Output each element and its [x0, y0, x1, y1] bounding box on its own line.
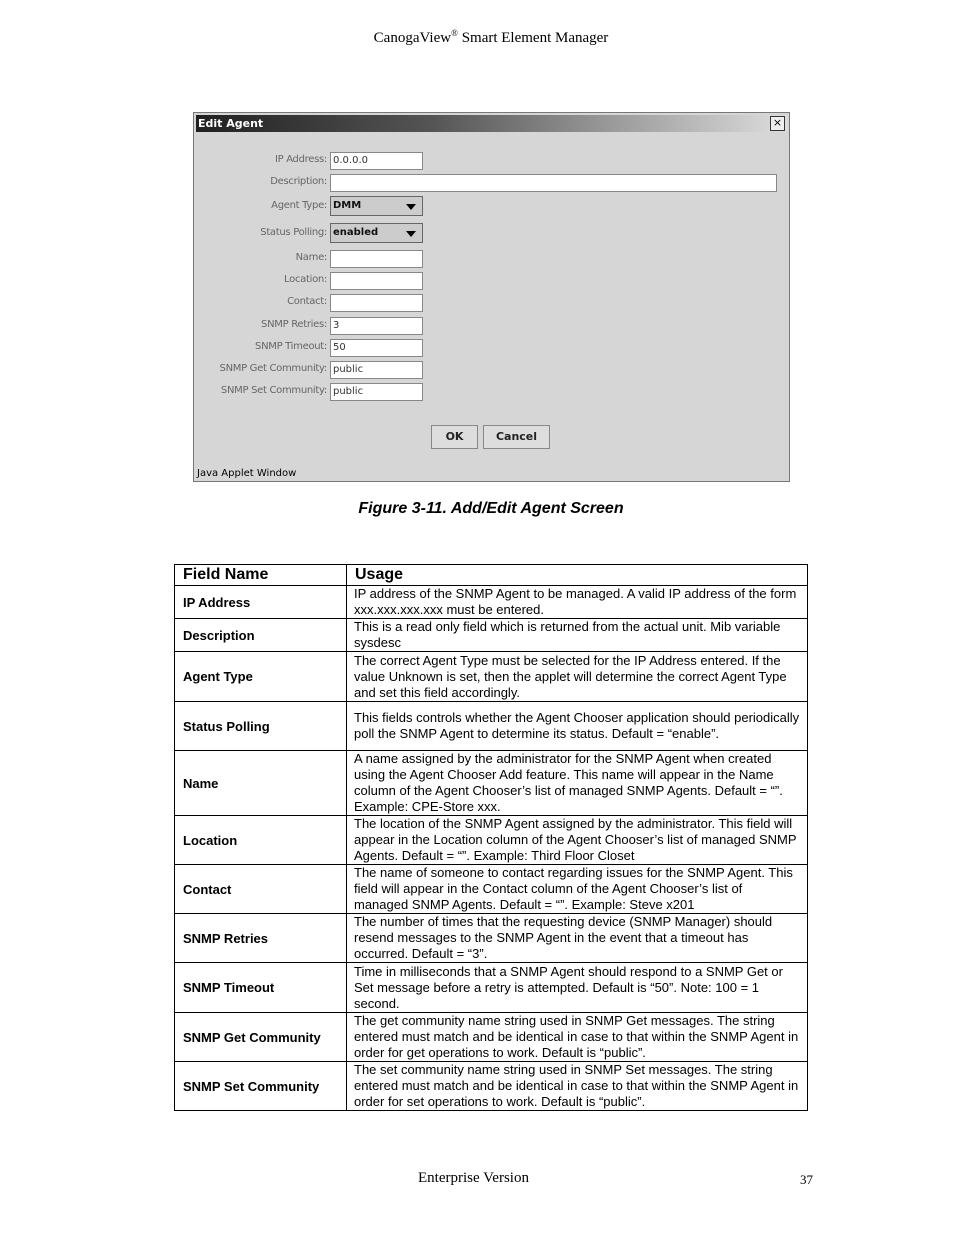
field-name-cell: Description — [175, 619, 347, 652]
field-name-cell: IP Address — [175, 586, 347, 619]
table-row — [175, 586, 808, 619]
chevron-down-icon — [406, 231, 416, 237]
field-name-cell: Status Polling — [175, 702, 347, 751]
field-name-cell: Agent Type — [175, 652, 347, 702]
field-usage-table — [174, 564, 808, 1111]
figure-caption: Figure 3-11. Add/Edit Agent Screen — [358, 500, 624, 517]
table-row — [175, 619, 808, 652]
field-name-cell: Location — [175, 816, 347, 865]
snmp-retries-input[interactable] — [330, 317, 423, 335]
page-number: 37 — [800, 1172, 813, 1187]
snmp-get-community-value: public — [333, 364, 364, 375]
snmp-set-community-value: public — [333, 386, 364, 397]
cancel-button[interactable]: Cancel — [483, 425, 550, 449]
contact-input[interactable] — [330, 294, 423, 312]
name-label: Name: — [295, 252, 327, 263]
table-row — [175, 1013, 808, 1062]
usage-cell: The get community name string used in SNMP Get messages. The string entered must match and be identical in case to that within the SNMP Agent in order for get operations to work. Default is “public”. — [347, 1013, 808, 1062]
usage-cell: The number of times that the requesting device (SNMP Manager) should resend messages to the SNMP Agent in the event that a timeout has occurred. Default = “3”. — [347, 914, 808, 963]
dialog-title: Edit Agent — [198, 117, 264, 130]
chevron-down-icon — [406, 204, 416, 210]
product-name: CanogaView — [373, 30, 452, 46]
field-name-cell: Name — [175, 751, 347, 816]
page-footer: Enterprise Version — [418, 1170, 529, 1186]
agent-type-value: DMM — [333, 200, 362, 211]
table-row — [175, 914, 808, 963]
dialog-title-bar — [196, 115, 787, 132]
snmp-set-community-input[interactable] — [330, 383, 423, 401]
table-row — [175, 816, 808, 865]
name-input[interactable] — [330, 250, 423, 268]
ok-button[interactable]: OK — [431, 425, 478, 449]
snmp-retries-value: 3 — [333, 320, 340, 331]
snmp-set-community-label: SNMP Set Community: — [220, 385, 327, 396]
usage-cell: IP address of the SNMP Agent to be managed. A valid IP address of the form xxx.xxx.xxx.xxx must be entered. — [347, 586, 808, 619]
snmp-get-community-input[interactable] — [330, 361, 423, 379]
column-header: Field Name — [175, 565, 347, 586]
contact-label: Contact: — [287, 296, 327, 307]
usage-cell: This fields controls whether the Agent Chooser application should periodically poll the SNMP Agent to determine its status. Default = “enable”. — [347, 702, 808, 751]
field-name-cell: Contact — [175, 865, 347, 914]
status-polling-dropdown[interactable] — [330, 223, 423, 243]
location-label: Location: — [284, 274, 327, 285]
field-name-cell: SNMP Set Community — [175, 1062, 347, 1111]
running-header — [0, 28, 954, 47]
table-row — [175, 751, 808, 816]
ip-address-value: 0.0.0.0 — [333, 155, 368, 166]
snmp-timeout-label: SNMP Timeout: — [255, 341, 327, 352]
location-input[interactable] — [330, 272, 423, 290]
usage-cell: The name of someone to contact regarding issues for the SNMP Agent. This field will appear in the Contact column of the Agent Chooser’s list of managed SNMP Agents. Default = “”. Example: Steve x201 — [347, 865, 808, 914]
usage-cell: The set community name string used in SNMP Set messages. The string entered must match and be identical in case to that within the SNMP Agent in order for set operations to work. Default is “public”. — [347, 1062, 808, 1111]
table-row — [175, 1062, 808, 1111]
status-polling-label: Status Polling: — [260, 227, 327, 238]
description-label: Description: — [270, 176, 327, 187]
usage-cell: The correct Agent Type must be selected for the IP Address entered. If the value Unknown is set, then the applet will determine the correct Agent Type and set this field accordingly. — [347, 652, 808, 702]
agent-type-label: Agent Type: — [271, 200, 327, 211]
table-row — [175, 702, 808, 751]
usage-cell: A name assigned by the administrator for the SNMP Agent when created using the Agent Chooser Add feature. This name will appear in the Name column of the Agent Chooser’s list of managed SNMP Agents. Default = “”. Example: CPE-Store xxx. — [347, 751, 808, 816]
table-row — [175, 865, 808, 914]
field-name-cell: SNMP Timeout — [175, 963, 347, 1013]
field-name-cell: SNMP Retries — [175, 914, 347, 963]
ip-address-input[interactable] — [330, 152, 423, 170]
snmp-timeout-value: 50 — [333, 342, 346, 353]
status-polling-value: enabled — [333, 227, 379, 238]
table-row — [175, 652, 808, 702]
edit-agent-dialog — [193, 112, 790, 482]
table-row — [175, 963, 808, 1013]
close-icon[interactable]: × — [770, 116, 785, 131]
description-input[interactable] — [330, 174, 777, 192]
snmp-get-community-label: SNMP Get Community: — [219, 363, 327, 374]
product-subtitle: Smart Element Manager — [461, 30, 609, 46]
applet-window-label: Java Applet Window — [197, 468, 297, 479]
registered-mark: ® — [451, 28, 458, 38]
snmp-timeout-input[interactable] — [330, 339, 423, 357]
ip-address-label: IP Address: — [274, 154, 327, 165]
field-name-cell: SNMP Get Community — [175, 1013, 347, 1062]
snmp-retries-label: SNMP Retries: — [261, 319, 327, 330]
agent-type-dropdown[interactable] — [330, 196, 423, 216]
column-header: Usage — [347, 565, 808, 586]
usage-cell: Time in milliseconds that a SNMP Agent should respond to a SNMP Get or Set message before a retry is attempted. Default is “50”. Note: 100 = 1 second. — [347, 963, 808, 1013]
usage-cell: The location of the SNMP Agent assigned by the administrator. This field will appear in the Location column of the Agent Chooser’s list of managed SNMP Agents. Default = “”. Example: Third Floor Closet — [347, 816, 808, 865]
usage-cell: This is a read only field which is returned from the actual unit. Mib variable sysdesc — [347, 619, 808, 652]
